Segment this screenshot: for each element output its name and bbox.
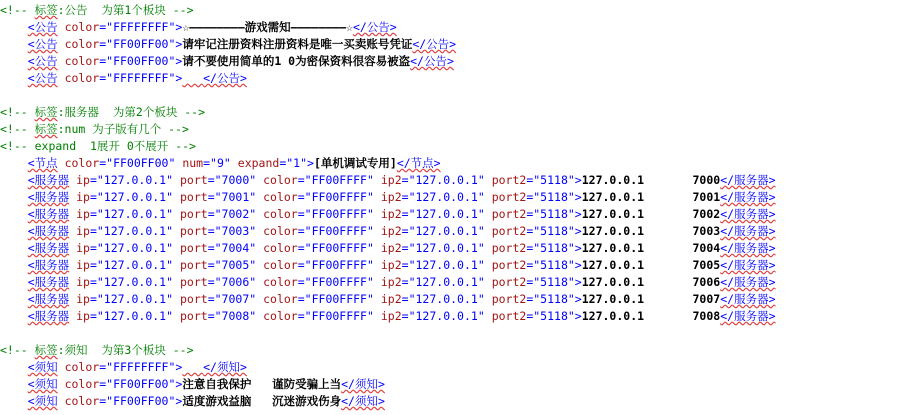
attr-name: port2 <box>491 190 527 204</box>
code-line: <服务器 ip="127.0.0.1" port="7004" color="FF00FFFF" ip2="127.0.0.1" port2="5118">127.0.0.1 7004</服务器> <box>27 241 776 255</box>
attr-value: "FF00FFFF" <box>304 190 374 204</box>
code-line: <服务器 ip="127.0.0.1" port="7000" color="FF00FFFF" ip2="127.0.0.1" port2="5118">127.0.0.1 7000</服务器> <box>27 173 776 187</box>
code-line: <服务器 ip="127.0.0.1" port="7002" color="FF00FFFF" ip2="127.0.0.1" port2="5118">127.0.0.1 7002</服务器> <box>27 207 776 221</box>
attr-name: ip2 <box>380 241 402 255</box>
code-line: <服务器 ip="127.0.0.1" port="7008" color="FF00FFFF" ip2="127.0.0.1" port2="5118">127.0.0.1 7008</服务器> <box>27 309 776 323</box>
attr-value: "127.0.0.1" <box>96 224 174 238</box>
attr-name: port2 <box>491 292 527 306</box>
attr-name: ip2 <box>380 190 402 204</box>
code-line: <服务器 ip="127.0.0.1" port="7001" color="FF00FFFF" ip2="127.0.0.1" port2="5118">127.0.0.1 7001</服务器> <box>27 190 776 204</box>
tag-close: </须知> <box>341 394 385 408</box>
tag-close: </服务器> <box>720 241 776 255</box>
attr-name: ip <box>76 275 90 289</box>
attr-value: "127.0.0.1" <box>96 241 174 255</box>
attr-name: color <box>263 173 298 187</box>
tag-open: <服务器 <box>27 258 70 272</box>
element-content: 127.0.0.1 7005 <box>581 258 721 272</box>
attr-name: color <box>263 275 298 289</box>
attr-value: "127.0.0.1" <box>408 241 485 255</box>
attr-value: "127.0.0.1" <box>96 309 174 323</box>
tag-open: <服务器 <box>27 241 70 255</box>
code-line: <须知 color="FF00FF00">注意自我保护 谨防受骗上当</须知> <box>27 377 385 391</box>
attr-name: ip <box>76 258 90 272</box>
attr-name: color <box>64 37 100 51</box>
tag-open: <节点 <box>27 156 58 170</box>
attr-name: ip2 <box>380 224 402 238</box>
code-line <box>0 104 205 121</box>
attr-value: "127.0.0.1" <box>408 207 485 221</box>
attr-name: port <box>179 241 208 255</box>
element-content: 127.0.0.1 7008 <box>581 309 721 323</box>
tag-close: </公告> <box>203 71 247 85</box>
tag-close: </公告> <box>412 37 457 51</box>
attr-value: "FFFFFFFF" <box>106 20 176 34</box>
attr-value: "127.0.0.1" <box>408 190 485 204</box>
code-line: <服务器 ip="127.0.0.1" port="7007" color="FF00FFFF" ip2="127.0.0.1" port2="5118">127.0.0.1 7007</服务器> <box>27 292 776 306</box>
attr-value: "1" <box>286 156 308 170</box>
attr-name: port <box>179 224 208 238</box>
attr-value: "7000" <box>214 173 257 187</box>
element-content: [单机调试专用] <box>313 156 397 170</box>
attr-value: "7006" <box>214 275 257 289</box>
tag-close: </公告> <box>410 54 454 68</box>
tag-open: <服务器 <box>27 173 70 187</box>
code-line: <服务器 ip="127.0.0.1" port="7005" color="FF00FFFF" ip2="127.0.0.1" port2="5118">127.0.0.1 7005</服务器> <box>27 258 776 272</box>
element-content: 127.0.0.1 7001 <box>581 190 721 204</box>
attr-name: color <box>263 241 298 255</box>
attr-name: port2 <box>491 224 527 238</box>
attr-value: "7004" <box>214 241 257 255</box>
element-content: 127.0.0.1 7003 <box>581 224 721 238</box>
attr-value: "127.0.0.1" <box>96 292 174 306</box>
code-line <box>0 2 194 19</box>
element-content: 请牢记注册资料注册资料是唯一买卖账号凭证 <box>182 37 413 51</box>
element-content <box>182 360 203 374</box>
attr-name: color <box>263 292 298 306</box>
attr-value: "FF00FFFF" <box>304 207 374 221</box>
attr-value: "127.0.0.1" <box>408 292 485 306</box>
comment-text: <!-- <box>0 122 35 136</box>
attr-name: port <box>179 190 208 204</box>
attr-value: "127.0.0.1" <box>408 309 485 323</box>
attr-value: "9" <box>210 156 231 170</box>
attr-name: ip2 <box>380 173 402 187</box>
attr-value: "127.0.0.1" <box>408 173 485 187</box>
attr-value: "FF00FFFF" <box>304 258 374 272</box>
attr-value: "5118" <box>533 207 575 221</box>
code-line: <须知 color="FFFFFFFF"> </须知> <box>27 360 247 374</box>
attr-value: "5118" <box>533 190 575 204</box>
attr-value: "127.0.0.1" <box>96 207 174 221</box>
attr-name: color <box>64 156 100 170</box>
attr-name: port2 <box>491 173 527 187</box>
attr-name: port <box>179 292 208 306</box>
element-content: 127.0.0.1 7004 <box>581 241 721 255</box>
code-line: <公告 color="FFFFFFFF"> </公告> <box>27 71 247 85</box>
attr-name: color <box>263 309 298 323</box>
attr-name: color <box>64 394 100 408</box>
attr-value: "5118" <box>533 258 575 272</box>
attr-name: port2 <box>491 241 527 255</box>
comment-text: :公告 为第1个板块 --> <box>57 3 194 17</box>
comment-keyword: 标签 <box>34 105 58 119</box>
attr-name: ip <box>76 292 90 306</box>
attr-value: "7005" <box>214 258 257 272</box>
code-line: <公告 color="FF00FF00">请牢记注册资料注册资料是唯一买卖账号凭证</公告> <box>27 37 457 51</box>
tag-open: <公告 <box>27 37 58 51</box>
code-line <box>0 342 194 359</box>
attr-name: port2 <box>491 275 527 289</box>
element-content: 127.0.0.1 7000 <box>581 173 721 187</box>
attr-name: color <box>64 377 100 391</box>
attr-name: port <box>179 258 208 272</box>
code-line: <节点 color="FF00FF00" num="9" expand="1">[单机调试专用]</节点> <box>27 156 441 170</box>
tag-open: <须知 <box>27 377 58 391</box>
attr-value: "5118" <box>533 224 575 238</box>
code-line <box>0 138 196 155</box>
attr-value: "5118" <box>533 292 575 306</box>
tag-open: <公告 <box>27 20 58 34</box>
tag-close: </服务器> <box>720 258 776 272</box>
tag-close: </须知> <box>341 377 385 391</box>
attr-value: "7008" <box>214 309 257 323</box>
attr-value: "FF00FFFF" <box>304 309 374 323</box>
attr-name: expand <box>237 156 280 170</box>
tag-open: <服务器 <box>27 190 70 204</box>
attr-value: "FF00FFFF" <box>304 275 374 289</box>
code-line <box>0 121 189 138</box>
attr-name: port2 <box>491 258 527 272</box>
attr-name: ip2 <box>380 292 402 306</box>
tag-close: </服务器> <box>720 190 776 204</box>
tag-close: </服务器> <box>720 173 776 187</box>
tag-close: </服务器> <box>720 309 776 323</box>
tag-close: </服务器> <box>720 224 776 238</box>
comment-text: :num 为子版有几个 --> <box>57 122 189 136</box>
element-content: 适度游戏益脑 沉迷游戏伤身 <box>182 394 342 408</box>
code-line: <须知 color="FF00FF00">适度游戏益脑 沉迷游戏伤身</须知> <box>27 394 385 408</box>
attr-value: "5118" <box>533 309 575 323</box>
element-content: 127.0.0.1 7007 <box>581 292 721 306</box>
code-line: <服务器 ip="127.0.0.1" port="7006" color="FF00FFFF" ip2="127.0.0.1" port2="5118">127.0.0.1 7006</服务器> <box>27 275 776 289</box>
attr-name: ip <box>76 241 90 255</box>
attr-value: "5118" <box>533 275 575 289</box>
comment-keyword: 标签 <box>34 3 58 17</box>
attr-name: port <box>179 173 208 187</box>
element-content: 请不要使用简单的1 0为密保资料很容易被盗 <box>182 54 411 68</box>
tag-open: <公告 <box>27 54 58 68</box>
tag-open: <服务器 <box>27 224 70 238</box>
tag-close: </服务器> <box>720 292 776 306</box>
attr-value: "FFFFFFFF" <box>106 360 176 374</box>
attr-name: ip2 <box>380 207 402 221</box>
tag-close: </公告> <box>352 20 397 34</box>
element-content: ☆————————游戏需知————————☆ <box>182 20 353 34</box>
attr-name: color <box>263 224 298 238</box>
attr-value: "FFFFFFFF" <box>106 71 176 85</box>
attr-value: "7003" <box>214 224 257 238</box>
attr-name: color <box>64 360 100 374</box>
attr-value: "127.0.0.1" <box>96 173 174 187</box>
attr-value: "FF00FFFF" <box>304 292 374 306</box>
comment-keyword: 标签 <box>34 343 58 357</box>
comment-text: <!-- <box>0 343 35 357</box>
attr-value: "FF00FF00" <box>106 54 176 68</box>
code-line: <公告 color="FF00FF00">请不要使用简单的1 0为密保资料很容易被盗</公告> <box>27 54 454 68</box>
attr-value: "127.0.0.1" <box>408 275 485 289</box>
tag-close: </服务器> <box>720 275 776 289</box>
attr-name: ip <box>76 190 90 204</box>
attr-name: color <box>263 258 298 272</box>
comment-text: :须知 为第3个板块 --> <box>57 343 194 357</box>
attr-value: "127.0.0.1" <box>96 275 174 289</box>
attr-name: ip2 <box>380 258 402 272</box>
attr-value: "FF00FF00" <box>106 394 176 408</box>
tag-close: </须知> <box>203 360 247 374</box>
attr-name: ip2 <box>380 309 402 323</box>
attr-value: "127.0.0.1" <box>96 190 174 204</box>
attr-value: "7007" <box>214 292 257 306</box>
element-content <box>182 71 203 85</box>
attr-value: "127.0.0.1" <box>408 258 485 272</box>
attr-value: "FF00FFFF" <box>304 224 374 238</box>
attr-value: "FF00FF00" <box>106 37 176 51</box>
attr-name: port2 <box>491 207 527 221</box>
tag-open: <服务器 <box>27 275 70 289</box>
tag-open: <公告 <box>27 71 58 85</box>
attr-value: "FF00FFFF" <box>304 173 374 187</box>
comment-keyword: 标签 <box>34 122 58 136</box>
element-content: 127.0.0.1 7006 <box>581 275 721 289</box>
attr-name: color <box>64 20 100 34</box>
attr-value: "5118" <box>533 173 575 187</box>
attr-name: ip <box>76 309 90 323</box>
attr-value: "7001" <box>214 190 257 204</box>
comment-text: <!-- <box>0 3 35 17</box>
element-content: 注意自我保护 谨防受骗上当 <box>182 377 342 391</box>
attr-value: "127.0.0.1" <box>408 224 485 238</box>
tag-close: </节点> <box>396 156 441 170</box>
attr-name: ip <box>76 224 90 238</box>
comment-text: <!-- expand 1展开 0不展开 --> <box>0 139 196 153</box>
tag-open: <服务器 <box>27 292 70 306</box>
attr-value: "FF00FF00" <box>106 156 176 170</box>
attr-value: "7002" <box>214 207 257 221</box>
attr-name: port2 <box>491 309 527 323</box>
attr-name: ip <box>76 173 90 187</box>
attr-value: "FF00FF00" <box>106 377 176 391</box>
comment-text: :服务器 为第2个板块 --> <box>57 105 206 119</box>
code-line: <服务器 ip="127.0.0.1" port="7003" color="FF00FFFF" ip2="127.0.0.1" port2="5118">127.0.0.1 7003</服务器> <box>27 224 776 238</box>
attr-value: "127.0.0.1" <box>96 258 174 272</box>
code-line: <公告 color="FFFFFFFF">☆————————游戏需知————————☆</公告> <box>27 20 397 34</box>
tag-close: </服务器> <box>720 207 776 221</box>
tag-open: <须知 <box>27 394 58 408</box>
tag-open: <须知 <box>27 360 58 374</box>
attr-name: port <box>179 207 208 221</box>
attr-name: ip2 <box>380 275 402 289</box>
attr-name: color <box>64 71 100 85</box>
comment-text: <!-- <box>0 105 35 119</box>
attr-name: color <box>64 54 100 68</box>
attr-name: port <box>179 309 208 323</box>
tag-open: <服务器 <box>27 207 70 221</box>
attr-name: color <box>263 207 298 221</box>
tag-open: <服务器 <box>27 309 70 323</box>
attr-name: num <box>182 156 204 170</box>
attr-value: "5118" <box>533 241 575 255</box>
attr-name: color <box>263 190 298 204</box>
attr-name: ip <box>76 207 90 221</box>
element-content: 127.0.0.1 7002 <box>581 207 721 221</box>
attr-value: "FF00FFFF" <box>304 241 374 255</box>
attr-name: port <box>179 275 208 289</box>
